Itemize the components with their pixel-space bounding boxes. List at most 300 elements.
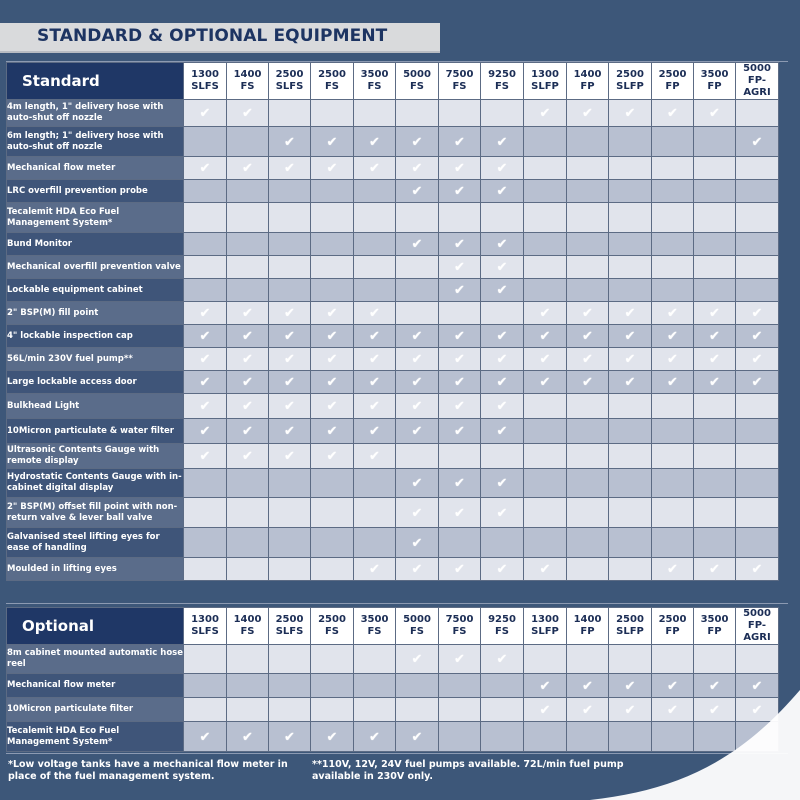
column-header-size: 9250: [488, 69, 516, 80]
check-icon: ✔: [496, 260, 508, 275]
table-cell: [567, 302, 609, 325]
check-icon: ✔: [326, 424, 338, 439]
check-icon: ✔: [369, 352, 380, 367]
table-cell: [439, 127, 481, 157]
check-icon: ✔: [667, 375, 678, 390]
column-header-size: 5000: [743, 63, 771, 74]
check-icon: ✔: [496, 562, 508, 577]
table-cell: [736, 279, 779, 302]
column-header-size: 1300: [191, 69, 219, 80]
table-cell: [567, 100, 609, 127]
check-icon: ✔: [496, 352, 508, 367]
check-icon: ✔: [496, 424, 508, 439]
table-cell: [481, 302, 524, 325]
row-label: Galvanised steel lifting eyes for ease of handling: [7, 528, 184, 558]
table-cell: [609, 233, 652, 256]
table-cell: [694, 348, 736, 371]
table-cell: [439, 674, 481, 698]
check-icon: ✔: [369, 449, 380, 464]
table-cell: [269, 127, 311, 157]
table-cell: [694, 180, 736, 203]
table-cell: [269, 528, 311, 558]
table-cell: [567, 419, 609, 444]
table-cell: [694, 203, 736, 233]
check-icon: ✔: [709, 702, 720, 718]
check-icon: ✔: [751, 678, 763, 694]
table-cell: [439, 180, 481, 203]
table-cell: [269, 371, 311, 394]
column-header-size: 2500: [275, 614, 304, 625]
table-cell: [184, 469, 227, 498]
table-cell: [609, 302, 652, 325]
table-row: [7, 279, 779, 302]
column-header: [481, 63, 524, 100]
column-header: [524, 63, 567, 100]
table-cell: [567, 279, 609, 302]
row-label: LRC overfill prevention probe: [7, 180, 184, 203]
table-cell: [311, 325, 354, 348]
check-icon: ✔: [326, 352, 338, 367]
column-header-size: 3500: [360, 69, 389, 80]
table-cell: [481, 698, 524, 722]
column-header-model: FS: [452, 626, 467, 637]
table-cell: [567, 180, 609, 203]
check-icon: ✔: [496, 375, 508, 390]
table-cell: [396, 256, 439, 279]
table-cell: [396, 645, 439, 674]
row-label: 8m cabinet mounted automatic hose reel: [7, 645, 184, 674]
table-cell: [354, 348, 396, 371]
table-cell: [736, 498, 779, 528]
table-cell: [524, 371, 567, 394]
row-label: 4" lockable inspection cap: [7, 325, 184, 348]
table-cell: [311, 674, 354, 698]
check-icon: ✔: [624, 306, 636, 321]
column-header-size: 1400: [573, 614, 602, 625]
table-cell: [652, 419, 694, 444]
table-cell: [694, 256, 736, 279]
check-icon: ✔: [199, 375, 211, 390]
check-icon: ✔: [326, 329, 338, 344]
check-icon: ✔: [454, 505, 465, 521]
table-cell: [567, 325, 609, 348]
row-label: 4m length, 1" delivery hose with auto-shut off nozzle: [7, 100, 184, 127]
check-icon: ✔: [454, 184, 465, 199]
table-cell: [311, 279, 354, 302]
column-header: [227, 63, 269, 100]
check-icon: ✔: [369, 375, 380, 390]
title-bar: [0, 23, 440, 53]
column-header: [694, 608, 736, 645]
column-header-size: 1300: [531, 69, 559, 80]
check-icon: ✔: [539, 375, 551, 390]
check-icon: ✔: [369, 729, 380, 745]
table-cell: [481, 256, 524, 279]
table-cell: [311, 498, 354, 528]
column-header: [736, 608, 779, 645]
table-cell: [736, 558, 779, 581]
table-cell: [311, 698, 354, 722]
table-cell: [524, 444, 567, 469]
check-icon: ✔: [199, 352, 211, 367]
table-cell: [354, 645, 396, 674]
check-icon: ✔: [539, 106, 551, 121]
table-cell: [652, 348, 694, 371]
check-icon: ✔: [539, 678, 551, 694]
table-cell: [524, 645, 567, 674]
check-icon: ✔: [454, 161, 465, 176]
column-header-size: 2500: [616, 69, 644, 80]
column-header: [567, 608, 609, 645]
table-cell: [184, 203, 227, 233]
table-cell: [396, 528, 439, 558]
row-label: 56L/min 230V fuel pump**: [7, 348, 184, 371]
table-cell: [269, 256, 311, 279]
table-cell: [396, 325, 439, 348]
column-header-size: 5000: [403, 614, 431, 625]
table-cell: [736, 233, 779, 256]
table-cell: [567, 645, 609, 674]
column-header: [311, 608, 354, 645]
check-icon: ✔: [326, 375, 338, 390]
check-icon: ✔: [454, 237, 465, 252]
table-cell: [567, 469, 609, 498]
table-cell: [567, 256, 609, 279]
table-cell: [184, 674, 227, 698]
table-cell: [396, 558, 439, 581]
check-icon: ✔: [667, 306, 678, 321]
table-cell: [354, 256, 396, 279]
check-icon: ✔: [242, 329, 253, 344]
table-cell: [736, 645, 779, 674]
table-cell: [269, 674, 311, 698]
table-cell: [736, 180, 779, 203]
check-icon: ✔: [284, 329, 295, 344]
table-cell: [439, 394, 481, 419]
std-section-title: Standard: [7, 63, 184, 100]
table-cell: [227, 528, 269, 558]
table-cell: [311, 469, 354, 498]
check-icon: ✔: [751, 702, 763, 718]
table-cell: [184, 256, 227, 279]
column-header-model: SLFP: [616, 626, 644, 637]
table-cell: [481, 325, 524, 348]
table-cell: [311, 157, 354, 180]
check-icon: ✔: [284, 424, 295, 439]
column-header-model: SLFP: [616, 81, 644, 92]
check-icon: ✔: [667, 678, 678, 694]
table-cell: [396, 444, 439, 469]
column-header: [311, 63, 354, 100]
table-cell: [227, 645, 269, 674]
table-cell: [567, 127, 609, 157]
table-cell: [524, 394, 567, 419]
table-cell: [652, 100, 694, 127]
table-cell: [227, 180, 269, 203]
table-row: [7, 348, 779, 371]
check-icon: ✔: [539, 702, 551, 718]
check-icon: ✔: [709, 106, 720, 121]
check-icon: ✔: [284, 375, 295, 390]
column-header: [396, 63, 439, 100]
table-cell: [736, 371, 779, 394]
check-icon: ✔: [624, 375, 636, 390]
check-icon: ✔: [624, 702, 636, 718]
table-row: [7, 180, 779, 203]
column-header-size: 1400: [573, 69, 602, 80]
check-icon: ✔: [709, 375, 720, 390]
table-cell: [396, 279, 439, 302]
column-header: [736, 63, 779, 100]
table-row: [7, 528, 779, 558]
table-cell: [439, 100, 481, 127]
table-row: [7, 325, 779, 348]
table-cell: [311, 100, 354, 127]
table-cell: [736, 325, 779, 348]
table-cell: [396, 419, 439, 444]
table-cell: [524, 722, 567, 752]
check-icon: ✔: [667, 352, 678, 367]
table-cell: [481, 722, 524, 752]
check-icon: ✔: [539, 306, 551, 321]
table-cell: [184, 371, 227, 394]
column-header-size: 7500: [445, 69, 474, 80]
table-cell: [652, 444, 694, 469]
table-cell: [652, 558, 694, 581]
column-header-size: 2500: [658, 69, 687, 80]
table-cell: [439, 233, 481, 256]
table-cell: [736, 348, 779, 371]
standard-equipment-table: [6, 62, 779, 581]
table-cell: [184, 279, 227, 302]
table-cell: [184, 180, 227, 203]
table-cell: [609, 469, 652, 498]
table-cell: [354, 722, 396, 752]
table-cell: [481, 203, 524, 233]
table-cell: [609, 444, 652, 469]
check-icon: ✔: [667, 702, 678, 718]
table-cell: [354, 674, 396, 698]
column-header-model: FP: [707, 626, 722, 637]
table-cell: [227, 469, 269, 498]
column-header-size: 2500: [275, 69, 304, 80]
table-cell: [354, 180, 396, 203]
check-icon: ✔: [751, 375, 763, 390]
check-icon: ✔: [751, 562, 763, 577]
table-cell: [524, 325, 567, 348]
column-header: [567, 63, 609, 100]
check-icon: ✔: [496, 237, 508, 252]
table-cell: [439, 256, 481, 279]
column-header-model: FS: [367, 626, 382, 637]
column-header-model: SLFS: [191, 81, 219, 92]
row-label: Tecalemit HDA Eco Fuel Management System*: [7, 203, 184, 233]
table-cell: [524, 233, 567, 256]
table-cell: [184, 722, 227, 752]
row-label: Mechanical overfill prevention valve: [7, 256, 184, 279]
table-cell: [184, 348, 227, 371]
check-icon: ✔: [199, 729, 211, 745]
table-cell: [694, 279, 736, 302]
table-cell: [439, 157, 481, 180]
check-icon: ✔: [582, 329, 593, 344]
table-cell: [439, 419, 481, 444]
row-label: Mechanical flow meter: [7, 674, 184, 698]
check-icon: ✔: [496, 399, 508, 414]
check-icon: ✔: [582, 375, 593, 390]
table-row: [7, 645, 779, 674]
decorative-curve: [590, 690, 800, 800]
check-icon: ✔: [199, 399, 211, 414]
table-cell: [439, 203, 481, 233]
row-label: 2" BSP(M) offset fill point with non-return valve & lever ball valve: [7, 498, 184, 528]
table-cell: [524, 558, 567, 581]
table-cell: [354, 233, 396, 256]
column-header-size: 7500: [445, 614, 474, 625]
check-icon: ✔: [326, 161, 338, 176]
table-cell: [396, 371, 439, 394]
table-cell: [311, 180, 354, 203]
row-label: Ultrasonic Contents Gauge with remote display: [7, 444, 184, 469]
table-cell: [694, 371, 736, 394]
table-cell: [354, 100, 396, 127]
check-icon: ✔: [411, 505, 423, 521]
table-cell: [524, 419, 567, 444]
column-header: [354, 608, 396, 645]
table-cell: [227, 371, 269, 394]
check-icon: ✔: [539, 329, 551, 344]
row-label: Mechanical flow meter: [7, 157, 184, 180]
check-icon: ✔: [411, 399, 423, 414]
table-cell: [481, 127, 524, 157]
table-cell: [736, 469, 779, 498]
column-header-size: 1300: [531, 614, 559, 625]
check-icon: ✔: [496, 161, 508, 176]
table-cell: [269, 325, 311, 348]
table-cell: [311, 127, 354, 157]
check-icon: ✔: [496, 652, 508, 667]
column-header: [694, 63, 736, 100]
table-cell: [609, 127, 652, 157]
table-cell: [694, 325, 736, 348]
check-icon: ✔: [582, 352, 593, 367]
row-label: Bulkhead Light: [7, 394, 184, 419]
table-cell: [524, 180, 567, 203]
column-header-model: FP-AGRI: [743, 620, 771, 643]
table-cell: [354, 498, 396, 528]
table-cell: [736, 127, 779, 157]
check-icon: ✔: [624, 352, 636, 367]
table-cell: [184, 528, 227, 558]
table-cell: [481, 348, 524, 371]
table-cell: [311, 203, 354, 233]
table-cell: [396, 233, 439, 256]
column-header-model: FP: [580, 81, 595, 92]
table-cell: [567, 157, 609, 180]
table-cell: [652, 325, 694, 348]
table-cell: [227, 302, 269, 325]
table-cell: [609, 157, 652, 180]
check-icon: ✔: [709, 352, 720, 367]
check-icon: ✔: [582, 106, 593, 121]
column-header: [609, 63, 652, 100]
table-cell: [609, 498, 652, 528]
table-cell: [184, 394, 227, 419]
table-cell: [269, 469, 311, 498]
footnote-left: *Low voltage tanks have a mechanical flow meter in place of the fuel management system.: [8, 759, 288, 782]
table-cell: [354, 558, 396, 581]
check-icon: ✔: [284, 161, 295, 176]
column-header-model: FS: [494, 626, 510, 637]
check-icon: ✔: [454, 399, 465, 414]
column-header-size: 5000: [403, 69, 431, 80]
column-header-size: 5000: [743, 608, 771, 619]
table-cell: [396, 722, 439, 752]
check-icon: ✔: [411, 184, 423, 199]
check-icon: ✔: [411, 652, 423, 667]
column-header-size: 3500: [700, 614, 729, 625]
table-cell: [481, 674, 524, 698]
column-header-model: SLFP: [531, 81, 559, 92]
check-icon: ✔: [284, 729, 295, 745]
table-cell: [524, 203, 567, 233]
column-header: [269, 608, 311, 645]
table-cell: [524, 469, 567, 498]
table-cell: [184, 645, 227, 674]
column-header-size: 3500: [360, 614, 389, 625]
column-header: [184, 63, 227, 100]
table-cell: [652, 180, 694, 203]
table-cell: [694, 100, 736, 127]
table-row: [7, 469, 779, 498]
column-header-size: 9250: [488, 614, 516, 625]
column-header-model: FS: [324, 81, 340, 92]
table-cell: [184, 302, 227, 325]
check-icon: ✔: [709, 562, 720, 577]
check-icon: ✔: [242, 449, 253, 464]
table-cell: [269, 302, 311, 325]
table-cell: [609, 180, 652, 203]
table-cell: [269, 645, 311, 674]
check-icon: ✔: [454, 375, 465, 390]
table-cell: [524, 302, 567, 325]
table-row: [7, 203, 779, 233]
column-header-size: 1300: [191, 614, 219, 625]
table-cell: [227, 256, 269, 279]
check-icon: ✔: [454, 283, 465, 298]
check-icon: ✔: [326, 399, 338, 414]
check-icon: ✔: [496, 184, 508, 199]
check-icon: ✔: [369, 306, 380, 321]
table-cell: [694, 469, 736, 498]
check-icon: ✔: [242, 306, 253, 321]
check-icon: ✔: [199, 106, 211, 121]
table-cell: [652, 127, 694, 157]
table-cell: [396, 348, 439, 371]
check-icon: ✔: [284, 449, 295, 464]
table-cell: [567, 394, 609, 419]
check-icon: ✔: [539, 562, 551, 577]
table-cell: [269, 558, 311, 581]
check-icon: ✔: [624, 329, 636, 344]
page-title: STANDARD & OPTIONAL EQUIPMENT: [37, 26, 388, 46]
check-icon: ✔: [284, 399, 295, 414]
table-cell: [269, 180, 311, 203]
table-cell: [227, 419, 269, 444]
table-cell: [227, 100, 269, 127]
table-cell: [439, 469, 481, 498]
table-cell: [354, 698, 396, 722]
